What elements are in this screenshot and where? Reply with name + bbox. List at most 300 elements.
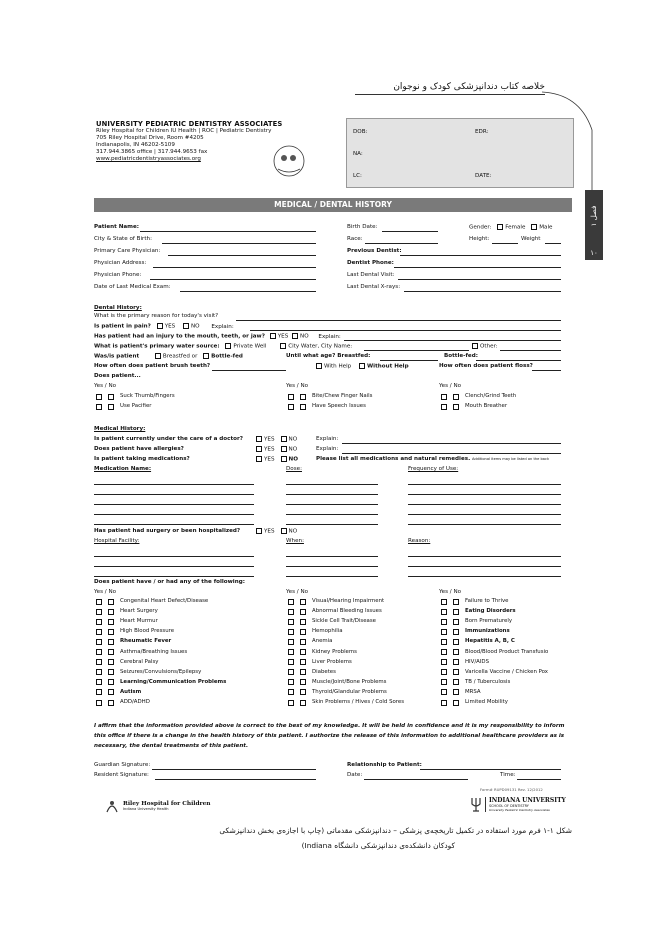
condition-label: Muscle/Joint/Bone Problems <box>312 678 387 685</box>
iu-logo <box>470 796 566 812</box>
condition-label: HIV/AIDS <box>465 658 489 665</box>
riley-sub: Indiana University Health <box>123 807 169 811</box>
pain-question: Is patient in pain? <box>94 323 151 330</box>
dob-label: DOB: <box>353 129 368 135</box>
yes-checkbox[interactable] <box>288 609 294 615</box>
no-checkbox[interactable] <box>108 609 114 615</box>
no-checkbox[interactable] <box>300 629 306 635</box>
yes-checkbox[interactable] <box>441 394 447 400</box>
yes-checkbox[interactable] <box>441 689 447 695</box>
no-checkbox[interactable] <box>300 609 306 615</box>
phys-phone-label: Physician Phone: <box>94 272 142 278</box>
no-checkbox[interactable] <box>108 629 114 635</box>
no-checkbox[interactable] <box>453 649 459 655</box>
condition-row <box>288 608 382 615</box>
yes-checkbox[interactable] <box>441 404 447 410</box>
iu-name: INDIANA UNIVERSITY <box>489 796 566 804</box>
city-water-field[interactable] <box>364 350 469 351</box>
med-line[interactable] <box>94 494 254 495</box>
condition-row <box>441 679 510 686</box>
condition-label: MRSA <box>465 688 481 695</box>
condition-label: TB / Tuberculosis <box>465 678 511 685</box>
condition-label: Immunizations <box>465 628 510 635</box>
surgery-no-checkbox[interactable] <box>281 528 287 534</box>
condition-label: Seizures/Convulsions/Epilepsy <box>120 668 202 675</box>
phys-addr-field[interactable] <box>153 267 316 268</box>
dose-line[interactable] <box>286 524 378 525</box>
injury-no-label: NO <box>300 333 309 340</box>
condition-label: Cerebral Palsy <box>120 658 159 665</box>
condition-row <box>96 608 158 615</box>
pain-yes-checkbox[interactable] <box>157 323 163 329</box>
no-checkbox[interactable] <box>453 669 459 675</box>
last-visit-field[interactable] <box>398 279 561 280</box>
no-checkbox[interactable] <box>108 599 114 605</box>
riley-logo <box>104 798 211 814</box>
when-line[interactable] <box>286 566 378 567</box>
yes-checkbox[interactable] <box>441 639 447 645</box>
condition-row <box>288 628 343 635</box>
clinic-line1: Riley Hospital for Children IU Health | ROC | Pediatric Dentistry <box>96 128 272 134</box>
patient-id-box <box>346 118 574 188</box>
med-line[interactable] <box>94 484 254 485</box>
water-row <box>94 343 352 351</box>
dental-q1-field[interactable] <box>236 320 561 321</box>
habits-yesno-2: Yes / No <box>286 383 309 389</box>
condition-row <box>288 659 352 666</box>
condition-label: Learning/Communication Problems <box>120 678 227 685</box>
habit-row <box>288 403 366 410</box>
male-checkbox[interactable] <box>531 224 537 230</box>
yes-checkbox[interactable] <box>288 689 294 695</box>
without-help-checkbox[interactable] <box>359 363 365 369</box>
condition-label: ADD/ADHD <box>120 699 150 705</box>
no-checkbox[interactable] <box>108 404 114 410</box>
condition-label: Anemia <box>312 638 333 645</box>
no-label: NO <box>288 528 298 535</box>
injury-yes-checkbox[interactable] <box>270 333 276 339</box>
no-checkbox[interactable] <box>108 669 114 675</box>
allergies-no-checkbox[interactable] <box>281 446 287 452</box>
no-checkbox[interactable] <box>300 689 306 695</box>
allergies-question: Does patient have allergies? <box>94 446 184 452</box>
habit-row <box>96 403 152 410</box>
yes-checkbox[interactable] <box>96 619 102 625</box>
condition-label: Heart Surgery <box>120 608 158 615</box>
other-label: Other: <box>480 343 498 350</box>
condition-label: Heart Murmur <box>120 618 158 625</box>
last-exam-field[interactable] <box>180 291 316 292</box>
no-checkbox[interactable] <box>453 700 459 706</box>
clinic-name: UNIVERSITY PEDIATRIC DENTISTRY ASSOCIATES <box>96 120 283 128</box>
yes-checkbox[interactable] <box>288 679 294 685</box>
pain-no-checkbox[interactable] <box>183 323 189 329</box>
city-label: City & State of Birth: <box>94 236 152 242</box>
when-line[interactable] <box>286 556 378 557</box>
prev-dentist-field[interactable] <box>400 255 561 256</box>
resident-sig-label: Resident Signature: <box>94 772 149 778</box>
injury-explain-field[interactable] <box>344 340 561 341</box>
fed-question: Was/is patient <box>94 353 140 360</box>
surgery-question: Has patient had surgery or been hospitalized? <box>94 528 241 534</box>
condition-row <box>96 669 201 676</box>
condition-row <box>441 598 509 605</box>
condition-label: Sickle Cell Trait/Disease <box>312 618 376 625</box>
yes-checkbox[interactable] <box>96 649 102 655</box>
when-line[interactable] <box>286 576 378 577</box>
yes-checkbox[interactable] <box>288 649 294 655</box>
yes-checkbox[interactable] <box>441 599 447 605</box>
no-checkbox[interactable] <box>453 619 459 625</box>
female-checkbox[interactable] <box>497 224 503 230</box>
female-label: Female <box>505 224 526 231</box>
med-line[interactable] <box>94 524 254 525</box>
with-help-checkbox[interactable] <box>316 363 322 369</box>
condition-row <box>96 689 141 696</box>
yes-checkbox[interactable] <box>96 659 102 665</box>
no-checkbox[interactable] <box>300 394 306 400</box>
iu-trident-icon <box>470 796 482 812</box>
yes-checkbox[interactable] <box>96 599 102 605</box>
pcp-field[interactable] <box>168 255 316 256</box>
injury-no-checkbox[interactable] <box>292 333 298 339</box>
book-header: خلاصه کتاب دندانپزشکی کودک و نوجوان <box>393 82 545 92</box>
city-field[interactable] <box>162 243 316 244</box>
condition-label: Kidney Problems <box>312 648 357 655</box>
no-checkbox[interactable] <box>108 689 114 695</box>
yes-checkbox[interactable] <box>288 639 294 645</box>
yes-checkbox[interactable] <box>96 609 102 615</box>
no-checkbox[interactable] <box>108 659 114 665</box>
condition-row <box>288 638 332 645</box>
habit-label: Bite/Chew Finger Nails <box>312 393 373 399</box>
no-checkbox[interactable] <box>300 619 306 625</box>
no-checkbox[interactable] <box>108 649 114 655</box>
no-checkbox[interactable] <box>453 629 459 635</box>
habit-label: Mouth Breather <box>465 403 508 409</box>
allergies-yes-checkbox[interactable] <box>256 446 262 452</box>
condition-label: Failure to Thrive <box>465 598 509 604</box>
condition-row <box>96 598 208 605</box>
habit-row <box>96 393 175 400</box>
other-field[interactable] <box>500 350 561 351</box>
yes-label: YES <box>264 528 275 535</box>
birth-date-field[interactable] <box>382 231 438 232</box>
clinic-line4: 317.944.3865 office | 317.944.9653 fax <box>96 149 208 155</box>
figure-caption-line1: شکل ۱-۱ فرم مورد استفاده در تکمیل تاریخچه‌ی پزشکی – دندانپزشکی مقدماتی (چاپ با اجازه‌ی بخش دندانپزشکی <box>219 826 572 835</box>
no-checkbox[interactable] <box>108 394 114 400</box>
relationship-field[interactable] <box>420 769 561 770</box>
yes-checkbox[interactable] <box>288 394 294 400</box>
freq-line[interactable] <box>408 524 561 525</box>
private-well-label: Private Well <box>233 343 267 350</box>
injury-yes-label: YES <box>277 333 289 340</box>
condition-label: Blood/Blood Product Transfusio <box>465 648 549 655</box>
does-patient-label: Does patient... <box>94 373 141 379</box>
dentist-phone-field[interactable] <box>394 267 561 268</box>
no-checkbox[interactable] <box>300 679 306 685</box>
height-label: Height: <box>469 236 490 242</box>
bottlefed-label: Bottle-fed <box>211 353 243 360</box>
condition-label: Thyroid/Glandular Problems <box>312 688 387 695</box>
condition-row <box>441 689 481 696</box>
birth-date-label: Birth Date: <box>347 224 378 230</box>
with-help-label: With Help <box>324 363 352 370</box>
doctor-explain-label: Explain: <box>316 436 339 442</box>
guardian-sig-label: Guardian Signature: <box>94 762 151 768</box>
bottlefed-age-field[interactable] <box>476 360 561 361</box>
cond-yesno-3: Yes / No <box>439 589 462 595</box>
without-help-label: Without Help <box>367 363 409 370</box>
breastfed-checkbox[interactable] <box>155 353 161 359</box>
dental-q1: What is the primary reason for today's visit? <box>94 313 219 319</box>
meds-no-checkbox[interactable] <box>281 456 287 462</box>
race-label: Race: <box>347 236 363 242</box>
male-label: Male <box>539 224 553 231</box>
no-checkbox[interactable] <box>300 669 306 675</box>
no-checkbox[interactable] <box>453 394 459 400</box>
injury-question: Has patient had an injury to the mouth, teeth, or jaw? <box>94 333 265 340</box>
clinic-line2: 705 Riley Hospital Drive, Room #4205 <box>96 135 204 141</box>
freq-line[interactable] <box>408 484 561 485</box>
yes-checkbox[interactable] <box>288 659 294 665</box>
yes-checkbox[interactable] <box>441 679 447 685</box>
reason-line[interactable] <box>408 556 561 557</box>
yes-checkbox[interactable] <box>441 669 447 675</box>
brush-field[interactable] <box>212 370 286 371</box>
height-field[interactable] <box>492 243 518 244</box>
surgery-yesno <box>256 528 297 536</box>
reason-line[interactable] <box>408 566 561 567</box>
condition-label: Asthma/Breathing Issues <box>120 648 188 655</box>
condition-label: Eating Disorders <box>465 608 516 615</box>
doctor-yes-checkbox[interactable] <box>256 436 262 442</box>
chapter-tab <box>585 190 603 260</box>
clinic-logo <box>268 143 310 179</box>
facility-line[interactable] <box>94 556 254 557</box>
yes-checkbox[interactable] <box>288 700 294 706</box>
last-exam-label: Date of Last Medical Exam: <box>94 284 171 290</box>
page-number: ۱۰ <box>590 249 598 257</box>
condition-row <box>288 689 387 696</box>
no-checkbox[interactable] <box>453 689 459 695</box>
yes-checkbox[interactable] <box>96 700 102 706</box>
yes-checkbox[interactable] <box>96 639 102 645</box>
dose-line[interactable] <box>286 484 378 485</box>
yes-checkbox[interactable] <box>288 599 294 605</box>
yes-checkbox[interactable] <box>441 619 447 625</box>
sign-time-field[interactable] <box>517 779 561 780</box>
condition-row <box>288 679 387 686</box>
breastfed-label: Breastfed or <box>162 353 198 360</box>
medications-question: Is patient taking medications? <box>94 456 190 462</box>
iu-sub2: University Pediatric Dentistry Associates <box>489 807 550 812</box>
other-checkbox[interactable] <box>472 343 478 349</box>
no-checkbox[interactable] <box>300 659 306 665</box>
yes-checkbox[interactable] <box>96 679 102 685</box>
condition-label: Diabetes <box>312 668 336 675</box>
yes-label: YES <box>264 446 275 453</box>
no-checkbox[interactable] <box>108 639 114 645</box>
no-checkbox[interactable] <box>453 679 459 685</box>
condition-row <box>441 699 508 706</box>
med-line[interactable] <box>94 504 254 505</box>
yes-label: YES <box>264 456 275 463</box>
weight-label: Weight <box>521 236 541 242</box>
freq-line[interactable] <box>408 504 561 505</box>
yes-checkbox[interactable] <box>96 689 102 695</box>
meds-yes-checkbox[interactable] <box>256 456 262 462</box>
pain-explain-label: Explain: <box>211 323 234 330</box>
cond-yesno-1: Yes / No <box>94 589 117 595</box>
condition-row <box>96 638 171 645</box>
reason-line[interactable] <box>408 576 561 577</box>
no-checkbox[interactable] <box>108 700 114 706</box>
pain-explain-field[interactable] <box>250 330 561 331</box>
guardian-sig-field[interactable] <box>152 769 316 770</box>
phys-phone-field[interactable] <box>150 279 316 280</box>
yes-checkbox[interactable] <box>288 404 294 410</box>
city-water-checkbox[interactable] <box>280 343 286 349</box>
condition-label: Abnormal Bleeding Issues <box>312 608 382 615</box>
last-xray-field[interactable] <box>404 291 561 292</box>
private-well-checkbox[interactable] <box>225 343 231 349</box>
condition-label: Rheumatic Fever <box>120 638 172 645</box>
no-checkbox[interactable] <box>108 679 114 685</box>
condition-row <box>96 618 158 625</box>
pain-no-label: NO <box>190 323 200 330</box>
frequency-header: Frequency of Use: <box>408 466 459 472</box>
meds-note-small: Additional items may be listed on the back <box>471 457 550 461</box>
until-breastfed-field[interactable] <box>380 360 438 361</box>
condition-row <box>441 669 548 676</box>
no-checkbox[interactable] <box>453 659 459 665</box>
yes-checkbox[interactable] <box>441 649 447 655</box>
floss-field[interactable] <box>532 370 561 371</box>
surgery-yes-checkbox[interactable] <box>256 528 262 534</box>
allergies-explain-field[interactable] <box>342 453 561 454</box>
fed-row <box>94 353 243 361</box>
habit-label: Suck Thumb/Fingers <box>120 393 175 399</box>
sign-date-field[interactable] <box>364 779 468 780</box>
habit-label: Clench/Grind Teeth <box>465 393 517 399</box>
yes-checkbox[interactable] <box>441 700 447 706</box>
gender-row <box>469 224 552 232</box>
condition-label: Skin Problems / Hives / Cold Sores <box>312 699 405 705</box>
chapter-label: فصل ۱ <box>590 205 598 227</box>
facility-line[interactable] <box>94 576 254 577</box>
city-water-label: City Water, City Name: <box>288 343 353 350</box>
form-number: Form# RUPD09131 Rev. 12/2012 <box>480 787 543 792</box>
condition-label: Congenital Heart Defect/Disease <box>120 598 209 604</box>
yes-checkbox[interactable] <box>441 609 447 615</box>
yes-checkbox[interactable] <box>96 629 102 635</box>
condition-row <box>441 638 515 645</box>
when-header: When: <box>286 538 304 544</box>
riley-name: Riley Hospital for Children <box>123 801 211 807</box>
dose-line[interactable] <box>286 514 378 515</box>
doctor-explain-field[interactable] <box>342 443 561 444</box>
meds-yesno <box>256 456 298 464</box>
freq-line[interactable] <box>408 494 561 495</box>
no-checkbox[interactable] <box>300 639 306 645</box>
condition-row <box>441 618 512 625</box>
header-rule <box>355 94 545 95</box>
no-checkbox[interactable] <box>453 599 459 605</box>
medical-title: Medical History: <box>94 426 146 432</box>
yes-checkbox[interactable] <box>441 659 447 665</box>
prev-dentist-label: Previous Dentist: <box>347 248 402 254</box>
dose-line[interactable] <box>286 504 378 505</box>
yes-checkbox[interactable] <box>96 669 102 675</box>
injury-explain-label: Explain: <box>318 333 341 340</box>
condition-row <box>96 679 226 686</box>
yes-checkbox[interactable] <box>288 629 294 635</box>
dose-line[interactable] <box>286 494 378 495</box>
clinic-line3: Indianapolis, IN 46202-5109 <box>96 142 175 148</box>
resident-sig-field[interactable] <box>155 779 316 780</box>
yes-checkbox[interactable] <box>288 619 294 625</box>
facility-line[interactable] <box>94 566 254 567</box>
condition-label: Varicella Vaccine / Chicken Pox <box>465 668 548 675</box>
patient-name-field[interactable] <box>140 231 316 232</box>
weight-field[interactable] <box>545 243 561 244</box>
condition-row <box>441 649 548 656</box>
clinic-website[interactable]: www.pediatricdentistryassociates.org <box>96 156 201 162</box>
cond-yesno-2: Yes / No <box>286 589 309 595</box>
na-label: NA: <box>353 151 363 157</box>
allergies-yesno <box>256 446 297 454</box>
condition-label: Hepatitis A, B, C <box>465 638 515 645</box>
no-checkbox[interactable] <box>300 599 306 605</box>
last-visit-label: Last Dental Visit: <box>347 272 395 278</box>
freq-line[interactable] <box>408 514 561 515</box>
no-checkbox[interactable] <box>300 404 306 410</box>
other-water <box>472 343 498 351</box>
yes-checkbox[interactable] <box>441 629 447 635</box>
condition-row <box>288 598 384 605</box>
condition-label: Born Prematurely <box>465 618 513 625</box>
conditions-question: Does patient have / or had any of the following: <box>94 579 245 585</box>
race-field[interactable] <box>365 243 438 244</box>
yes-checkbox[interactable] <box>288 669 294 675</box>
sign-date-label: Date: <box>347 772 363 778</box>
floss-question: How often does patient floss? <box>439 363 533 369</box>
no-checkbox[interactable] <box>108 619 114 625</box>
phys-addr-label: Physician Address: <box>94 260 147 266</box>
condition-label: High Blood Pressure <box>120 628 175 635</box>
lc-label: LC: <box>353 173 362 179</box>
habits-yesno-1: Yes / No <box>94 383 117 389</box>
no-checkbox[interactable] <box>300 700 306 706</box>
no-checkbox[interactable] <box>300 649 306 655</box>
no-checkbox[interactable] <box>453 639 459 645</box>
condition-row <box>96 659 158 666</box>
condition-row <box>288 699 404 706</box>
last-xray-label: Last Dental X-rays: <box>347 284 401 290</box>
yes-label: YES <box>264 436 275 443</box>
yes-checkbox[interactable] <box>96 394 102 400</box>
no-checkbox[interactable] <box>453 609 459 615</box>
doctor-no-checkbox[interactable] <box>281 436 287 442</box>
yes-checkbox[interactable] <box>96 404 102 410</box>
med-line[interactable] <box>94 514 254 515</box>
condition-label: Visual/Hearing Impairment <box>312 598 385 604</box>
until-label: Until what age? Breastfed: <box>286 353 371 359</box>
habit-row <box>288 393 373 400</box>
bottlefed-checkbox[interactable] <box>203 353 209 359</box>
no-checkbox[interactable] <box>453 404 459 410</box>
